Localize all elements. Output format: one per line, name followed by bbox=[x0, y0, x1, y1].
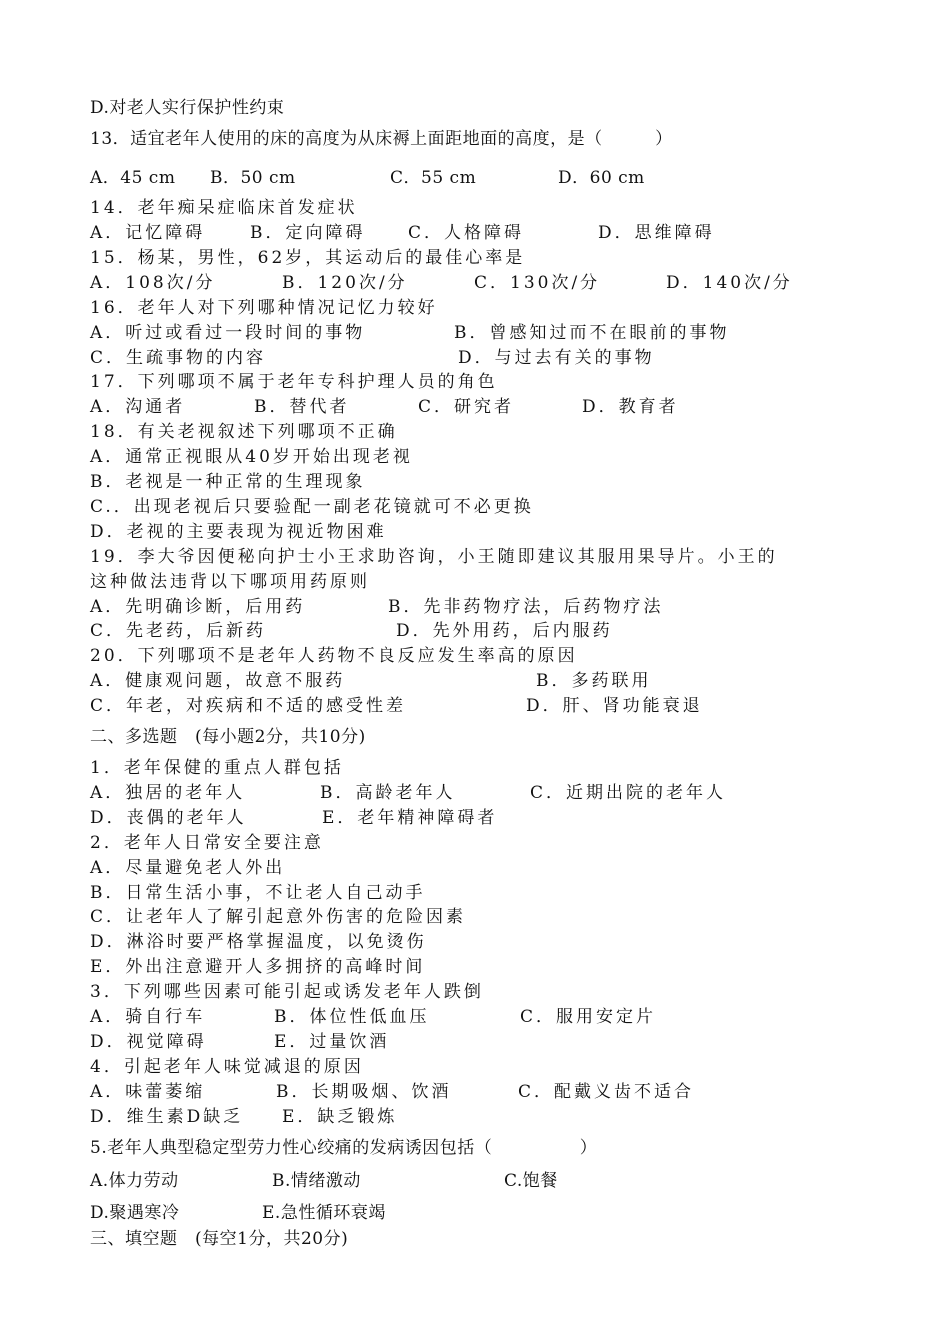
s2-q4-option-c: C．配戴义齿不适合 bbox=[518, 1082, 695, 1102]
q16-option-c: C．生疏事物的内容 bbox=[90, 348, 267, 368]
s2-q2-stem: 2．老年人日常安全要注意 bbox=[90, 833, 324, 853]
q15-option-d: D．140次/分 bbox=[666, 273, 793, 293]
s2-q1-stem: 1．老年保健的重点人群包括 bbox=[90, 758, 344, 778]
s2-q2-option-e: E．外出注意避开人多拥挤的高峰时间 bbox=[90, 957, 426, 977]
q14-option-c: C．人格障碍 bbox=[408, 223, 525, 243]
q15-option-b: B．120次/分 bbox=[282, 273, 408, 293]
q16-option-b: B．曾感知过而不在眼前的事物 bbox=[454, 323, 730, 343]
s2-q1-option-b: B．高龄老年人 bbox=[320, 783, 456, 803]
q17-option-b: B．替代者 bbox=[254, 397, 350, 417]
q15-option-c: C．130次/分 bbox=[474, 273, 601, 293]
s2-q4-option-d: D．维生素D缺乏 bbox=[90, 1107, 244, 1127]
q16-option-a: A．听过或看过一段时间的事物 bbox=[90, 323, 366, 343]
q14-option-a: A．记忆障碍 bbox=[90, 223, 206, 243]
q17-option-a: A．沟通者 bbox=[90, 397, 186, 417]
s2-q1-option-a: A．独居的老年人 bbox=[90, 783, 246, 803]
s2-q3-option-a: A．骑自行车 bbox=[90, 1007, 206, 1027]
s2-q3-option-d: D．视觉障碍 bbox=[90, 1032, 207, 1052]
s2-q4-option-e: E．缺乏锻炼 bbox=[282, 1107, 398, 1127]
q19-stem-line2: 这种做法违背以下哪项用药原则 bbox=[90, 572, 370, 592]
q19-stem-line1: 19．李大爷因便秘向护士小王求助咨询，小王随即建议其服用果导片。小王的 bbox=[90, 547, 778, 567]
q12-option-d: D.对老人实行保护性约束 bbox=[90, 98, 285, 118]
q18-option-c: C.．出现老视后只要验配一副老花镜就可不必更换 bbox=[90, 497, 534, 517]
s2-q5-option-a: A.体力劳动 bbox=[90, 1171, 179, 1191]
q19-option-b: B．先非药物疗法，后药物疗法 bbox=[388, 597, 664, 617]
q13-option-c: C．55 cm bbox=[390, 168, 477, 188]
s2-q1-option-c: C．近期出院的老年人 bbox=[530, 783, 727, 803]
q14-option-d: D．思维障碍 bbox=[598, 223, 715, 243]
q17-stem: 17．下列哪项不属于老年专科护理人员的角色 bbox=[90, 372, 498, 392]
q13-stem: 13．适宜老年人使用的床的高度为从床褥上面距地面的高度，是（ ） bbox=[90, 129, 673, 149]
q20-option-b: B．多药联用 bbox=[536, 671, 652, 691]
s2-q2-option-c: C．让老年人了解引起意外伤害的危险因素 bbox=[90, 907, 467, 927]
s2-q5-option-c: C.饱餐 bbox=[504, 1171, 558, 1191]
q20-option-a: A．健康观问题，故意不服药 bbox=[90, 671, 346, 691]
s2-q3-stem: 3．下列哪些因素可能引起或诱发老年人跌倒 bbox=[90, 982, 484, 1002]
q13-option-b: B．50 cm bbox=[210, 168, 296, 188]
s2-q1-option-e: E．老年精神障碍者 bbox=[322, 808, 498, 828]
q18-option-b: B．老视是一种正常的生理现象 bbox=[90, 472, 366, 492]
s2-q5-stem: 5.老年人典型稳定型劳力性心绞痛的发病诱因包括（ ） bbox=[90, 1138, 598, 1158]
s2-q5-option-e: E.急性循环衰竭 bbox=[262, 1203, 386, 1223]
q18-option-d: D．老视的主要表现为视近物困难 bbox=[90, 522, 387, 542]
q13-option-d: D．60 cm bbox=[558, 168, 645, 188]
q20-option-d: D．肝、肾功能衰退 bbox=[526, 696, 703, 716]
q15-option-a: A．108次/分 bbox=[90, 273, 216, 293]
s2-q1-option-d: D．丧偶的老年人 bbox=[90, 808, 247, 828]
s2-q3-option-c: C．服用安定片 bbox=[520, 1007, 657, 1027]
s2-q2-option-b: B．日常生活小事，不让老人自己动手 bbox=[90, 883, 426, 903]
q18-option-a: A．通常正视眼从40岁开始出现老视 bbox=[90, 447, 413, 467]
s2-q5-option-d: D.聚遇寒冷 bbox=[90, 1203, 180, 1223]
q16-stem: 16．老年人对下列哪种情况记忆力较好 bbox=[90, 298, 438, 318]
q14-option-b: B．定向障碍 bbox=[250, 223, 366, 243]
s2-q2-option-a: A．尽量避免老人外出 bbox=[90, 858, 286, 878]
q19-option-a: A．先明确诊断，后用药 bbox=[90, 597, 306, 617]
q18-stem: 18．有关老视叙述下列哪项不正确 bbox=[90, 422, 398, 442]
q19-option-c: C．先老药，后新药 bbox=[90, 621, 267, 641]
s2-q3-option-b: B．体位性低血压 bbox=[274, 1007, 430, 1027]
section3-heading: 三、填空题 (每空1分，共20分) bbox=[90, 1229, 349, 1249]
q14-stem: 14．老年痴呆症临床首发症状 bbox=[90, 198, 358, 218]
q17-option-c: C．研究者 bbox=[418, 397, 515, 417]
s2-q4-stem: 4．引起老年人味觉减退的原因 bbox=[90, 1057, 364, 1077]
q17-option-d: D．教育者 bbox=[582, 397, 679, 417]
s2-q4-option-a: A．味蕾萎缩 bbox=[90, 1082, 206, 1102]
q20-option-c: C．年老，对疾病和不适的感受性差 bbox=[90, 696, 407, 716]
s2-q4-option-b: B．长期吸烟、饮酒 bbox=[276, 1082, 452, 1102]
s2-q5-option-b: B.情绪激动 bbox=[272, 1171, 361, 1191]
q13-option-a: A．45 cm bbox=[90, 168, 176, 188]
q16-option-d: D．与过去有关的事物 bbox=[458, 348, 655, 368]
q19-option-d: D．先外用药，后内服药 bbox=[396, 621, 613, 641]
s2-q2-option-d: D．淋浴时要严格掌握温度，以免烫伤 bbox=[90, 932, 427, 952]
q15-stem: 15．杨某，男性，62岁，其运动后的最佳心率是 bbox=[90, 248, 526, 268]
section2-heading: 二、多选题 (每小题2分，共10分) bbox=[90, 727, 366, 747]
q20-stem: 20．下列哪项不是老年人药物不良反应发生率高的原因 bbox=[90, 646, 578, 666]
s2-q3-option-e: E．过量饮酒 bbox=[274, 1032, 390, 1052]
